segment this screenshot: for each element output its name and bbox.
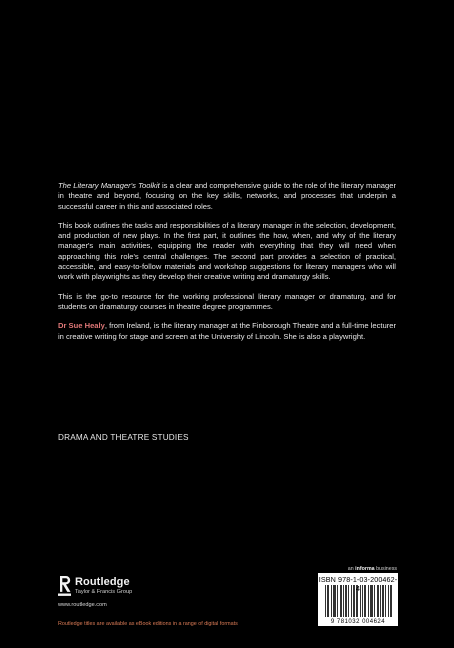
routledge-logo-icon	[58, 575, 72, 597]
blurb-paragraph-audience: This is the go-to resource for the working professional literary manager or dramaturg, and for students on dramaturgy courses in theatre degree programmes.	[58, 291, 396, 311]
publisher-url[interactable]: www.routledge.com	[58, 602, 107, 608]
publisher-group: Taylor & Francis Group	[75, 589, 133, 595]
informa-prefix: an	[347, 566, 356, 572]
barcode-digits: 9 781032 004624	[330, 619, 386, 625]
ebook-availability-note: Routledge titles are available as eBook editions in a range of digital formats	[58, 621, 238, 627]
blurb-paragraph-intro	[58, 181, 396, 212]
isbn-label: ISBN 978-1-03-200462-4	[318, 575, 398, 593]
author-bio: , from Ireland, is the literary manager at the Finborough Theatre and a full-time lecturer in creative writing for stage and screen at the University of Lincoln. She is also a playwright.	[58, 321, 396, 341]
informa-suffix: business	[374, 566, 397, 572]
book-title: The Literary Manager's Toolkit	[58, 181, 160, 190]
informa-business-tag	[337, 566, 397, 572]
intro-text: is a clear and comprehensive guide to the role of the literary manager in theatre and beyond, focusing on the key skills, networks, and processes that underpin a successful career in this and associated roles.	[58, 181, 396, 211]
blurb-paragraph-outline: This book outlines the tasks and responsibilities of a literary manager in the selection, development, and production of new plays. In the first part, it outlines the how, when, and why of the literary manager's main activities, equipping the reader with everything that they will need when approaching this role's central challenges. The second part provides a selection of practical, accessible, and easy-to-follow materials and workshop suggestions for literary managers who will work with playwrights as they develop their creative writing and dramaturgy skills.	[58, 220, 396, 282]
publisher-name: Routledge	[75, 576, 130, 588]
informa-brand: informa	[355, 566, 375, 572]
subject-category: DRAMA AND THEATRE STUDIES	[58, 433, 189, 442]
publisher-logo	[75, 576, 132, 596]
back-cover-blurb	[58, 181, 396, 351]
isbn-barcode	[318, 573, 398, 626]
author-bio-paragraph	[58, 321, 396, 342]
barcode-bars	[325, 585, 393, 617]
author-name: Dr Sue Healy	[58, 321, 105, 331]
